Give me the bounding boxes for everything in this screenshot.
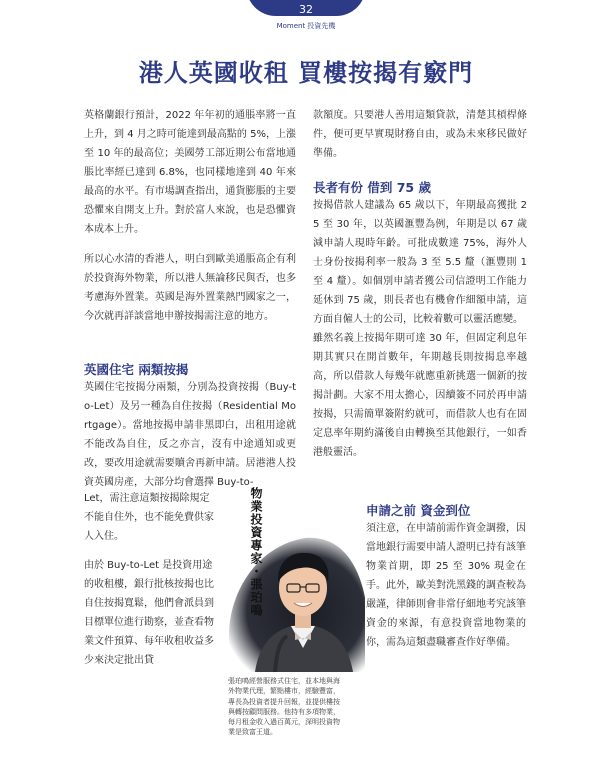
expert-name-label: 物業投資專家・張珀鳴 [249, 487, 263, 617]
section-body-mortgage-types: 英國住宅按揭分兩類，分別為投資按揭（Buy-to-Let）及另一種為自住按揭（Residential Mortgage）。當地按揭申請非黑即白，出租用途就不能改為自住，反之亦言，沒有中途通知或更改，要改用途就需要贖舍再新申請。居港港人投資英國房產，大部分均會選擇 Buy-to- [84, 382, 296, 488]
intro-paragraph-2: 所以心水清的香港人，明白到歐美通脹高企有利於投資海外物業，所以港人無論移民與否，也多考慮海外置業。英國是海外置業熱門國家之一，今次就再詳談當地申辦按揭需注意的地方。 [84, 254, 296, 322]
section-tag: Moment 投資先機 [276, 22, 336, 30]
section-body-buy-to-let: 由於 Buy-to-Let 是投資用途的收租樓，銀行批核按揭也比自住按揭寬鬆，他們會派員到目標單位進行勘察，並查看物業文件預算、每年收租收益多少來決定批出貸 [84, 560, 214, 666]
section-body-age-limit: 按揭借款人建議為 65 歲以下，年期最高獲批 25 至 30 年，以英國滙豐為例，年期是以 67 歲減申請人現時年齡。可批成數達 75%，海外人士身份按揭利率一般為 3 至 5.5 釐（滙豐則 1 至 4 釐）。如個別申請者獲公司信證明工作能力延休到 75 歲，則長者也有機會作細額申請，這方面自僱人士的公司，比較着數可以靈活應變。 [313, 200, 527, 325]
expert-portrait [215, 508, 365, 672]
page-number: 32 [299, 3, 313, 16]
section-heading-funds-ready: 申請之前 資金到位 [366, 503, 471, 518]
section-body-funds-ready: 須注意，在申請前需作資金調撥，因當地銀行需要申請人證明已持有該筆物業首期，即 25 至 30% 現金在手。此外，歐美對洗黑錢的調查較為嚴謹，律師則會非常仔細地考究該筆資金的來源，有意投資當地物業的你，需為這類盡職審查作好準備。 [366, 523, 526, 648]
section-heading-mortgage-types: 英國住宅 兩類按揭 [84, 362, 189, 377]
section-body-mortgage-types-continued: Let，需注意這類按揭除規定不能自住外，也不能免費供家人入住。 [84, 493, 214, 542]
section-heading-age-limit: 長者有份 借到 75 歲 [313, 180, 431, 195]
article-title: 港人英國收租 買樓按揭有竅門 [138, 59, 474, 87]
expert-bio: 張珀鳴經營服務式住宅，並本地與海外物業代理，繁點樓市，經驗豐富，專長為投資者提升回報，並提供樓按與轉按顧問服務。他持有多項物業，每月租金收入過百萬元，深明投資物業是致富王道。 [228, 677, 340, 737]
section-body-fixed-rate: 雖然名義上按揭年期可達 30 年，但固定利息年期其實只在開首數年，年期越長則按揭息率越高，所以借款人每幾年就應重新挑選一個新的按揭計劃。大家不用太擔心，因續簽不同於再申請按揭，只需簡單簽附約就可，而借款人也有在固定息率年期約滿後自由轉換至其他銀行，一如香港般靈活。 [313, 333, 527, 458]
intro-paragraph-1: 英格蘭銀行預計，2022 年年初的通脹率將一直上升，到 4 月之時可能達到最高點的 5%，上漲至 10 年的最高位；美國勞工部近期公布當地通脹比率經已達到 6.8%，也同樣地達到 40 年來最高的水平。有市場調查指出，通貨膨脹的主要恐懼來自開支上升。對於富人來說，也是恐懼資本成本上升。 [84, 110, 296, 235]
column-2-top-paragraph: 款額度。只要港人善用這類貸款，清楚其槓桿條件，便可更早實現財務自由，或為未來移民做好準備。 [313, 110, 527, 159]
